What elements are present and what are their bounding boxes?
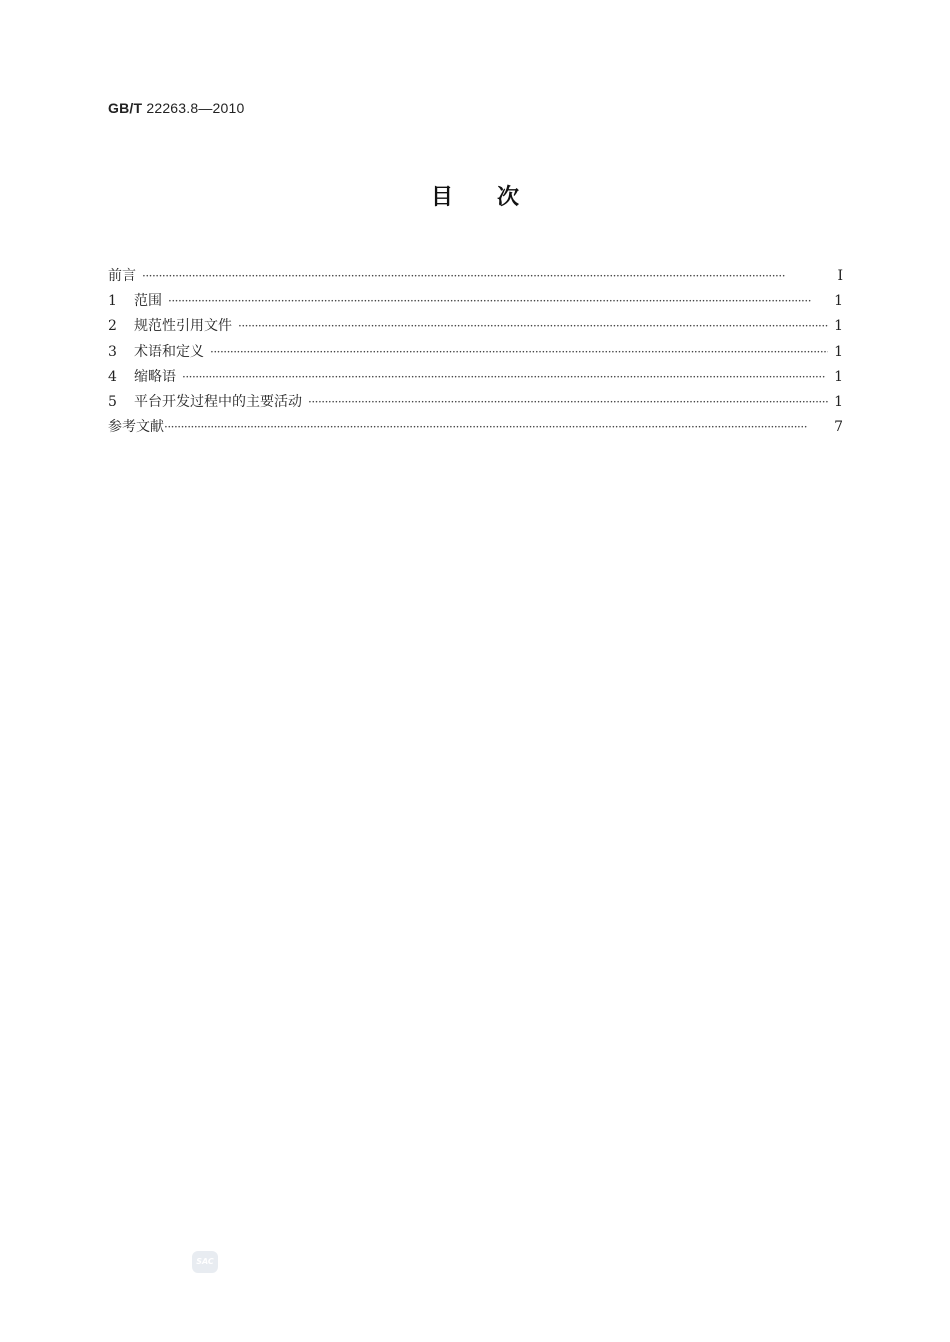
watermark-text: SAC (196, 1257, 214, 1266)
toc-leader-dots (168, 291, 828, 311)
toc-entry-scope[interactable] (108, 291, 843, 316)
toc-leader-dots (164, 417, 828, 437)
toc-entry-number: 3 (108, 343, 117, 360)
standard-prefix: GB/T (108, 100, 143, 116)
toc-entry-page: 1 (834, 318, 843, 335)
toc-entry-label: 前言 (108, 268, 136, 284)
standard-number: 22263.8—2010 (146, 100, 245, 116)
toc-entry-number: 5 (108, 393, 117, 410)
toc-entry-label: 范围 (134, 293, 162, 310)
standard-code (108, 100, 245, 116)
toc-entry-number: 2 (108, 318, 117, 335)
toc-leader-dots (238, 316, 828, 336)
toc-entry-label: 规范性引用文件 (134, 318, 232, 335)
toc-entry-label: 术语和定义 (134, 343, 204, 360)
toc-entry-abbreviations[interactable] (108, 367, 843, 392)
toc-entry-page: 1 (834, 343, 843, 360)
toc-leader-dots (308, 392, 828, 412)
sac-logo-watermark (192, 1251, 218, 1273)
toc-entry-page: 1 (834, 393, 843, 410)
toc-entry-page: Ⅰ (837, 268, 843, 284)
toc-entry-page: 1 (834, 368, 843, 385)
toc-entry-label: 缩略语 (134, 368, 176, 385)
toc-entry-foreword[interactable] (108, 266, 843, 291)
toc-entry-number: 4 (108, 368, 117, 385)
toc-entry-normative-references[interactable] (108, 316, 843, 341)
toc-entry-main-activities[interactable] (108, 392, 843, 417)
toc-entry-label: 参考文献 (108, 419, 164, 436)
toc-leader-dots (142, 266, 829, 286)
toc-entry-page: 7 (834, 419, 843, 436)
toc-entry-label: 平台开发过程中的主要活动 (134, 393, 302, 410)
page-title: 目次 (430, 185, 563, 210)
toc-entry-page: 1 (834, 293, 843, 310)
table-of-contents (108, 266, 843, 442)
toc-entry-terms-definitions[interactable] (108, 342, 843, 367)
toc-leader-dots (182, 367, 828, 387)
toc-entry-number: 1 (108, 293, 117, 310)
toc-entry-bibliography[interactable] (108, 417, 843, 442)
toc-leader-dots (210, 342, 828, 362)
